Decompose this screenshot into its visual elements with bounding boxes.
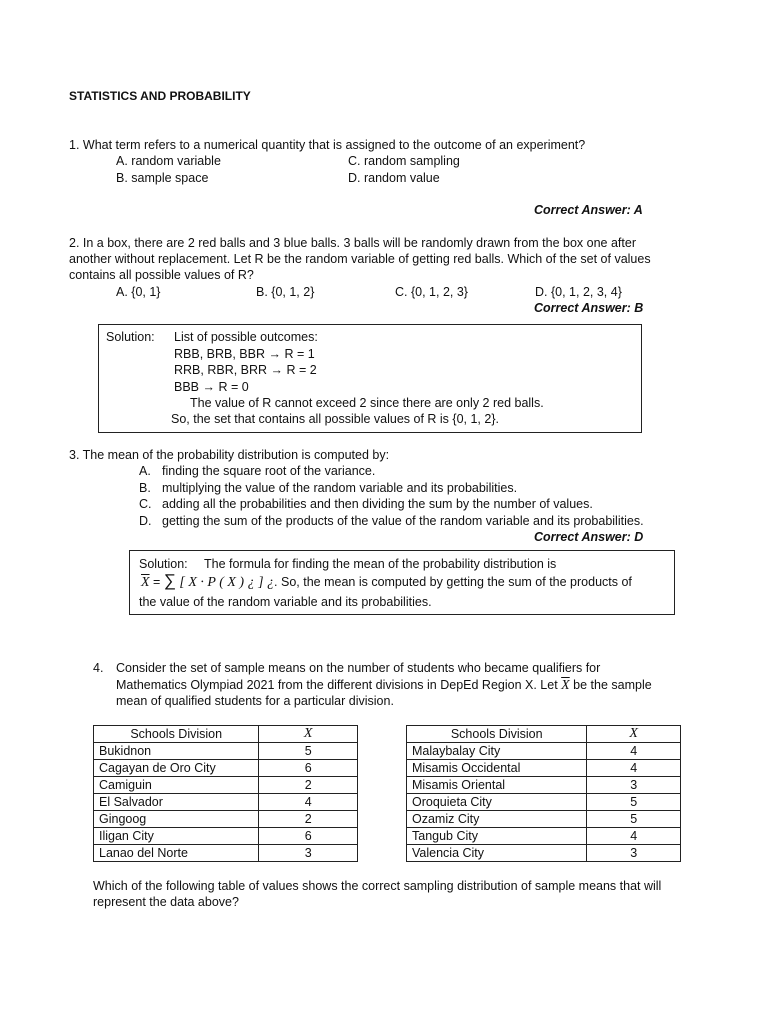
division-cell: El Salvador [94, 794, 259, 811]
q2-solution-line-4: The value of R cannot exceed 2 since there are only 2 red balls. [190, 396, 544, 410]
mean-cell: 6 [259, 760, 358, 777]
division-cell: Ozamiz City [407, 811, 587, 828]
division-cell: Oroquieta City [407, 794, 587, 811]
q3-option-letter: C. [139, 497, 152, 511]
q1-option-b: B. sample space [116, 171, 209, 185]
table-row [94, 845, 358, 862]
division-cell: Cagayan de Oro City [94, 760, 259, 777]
mean-cell: 4 [587, 743, 681, 760]
division-cell: Tangub City [407, 828, 587, 845]
question-4-line-3: mean of qualified students for a particular division. [116, 694, 394, 708]
q2-solution-intro: List of possible outcomes: [174, 330, 318, 344]
table-row [94, 828, 358, 845]
divisions-table-right [406, 725, 681, 862]
page-title: STATISTICS AND PROBABILITY [69, 89, 251, 103]
table-row [407, 828, 681, 845]
q3-solution-line-2: . So, the mean is computed by getting the sum of the products of [274, 575, 632, 589]
question-2-line-2: another without replacement. Let R be the random variable of getting red balls. Which of the set of values [69, 252, 651, 266]
q2-correct-answer: Correct Answer: B [534, 301, 644, 315]
q2-option-a: A. {0, 1} [116, 285, 161, 299]
question-3-text: 3. The mean of the probability distribution is computed by: [69, 448, 390, 462]
mean-symbol: $\overline{X}$ [561, 678, 570, 693]
division-cell: Malaybalay City [407, 743, 587, 760]
table-row [407, 760, 681, 777]
table-header-row [94, 726, 358, 743]
table-header-row [407, 726, 681, 743]
q3-solution-label: Solution: [139, 557, 188, 571]
division-cell: Lanao del Norte [94, 845, 259, 862]
q3-option-letter: A. [139, 464, 151, 478]
division-cell: Iligan City [94, 828, 259, 845]
table-row [94, 760, 358, 777]
q3-option-text: finding the square root of the variance. [162, 464, 376, 478]
q1-option-d: D. random value [348, 171, 440, 185]
mean-cell: 4 [587, 828, 681, 845]
q2-solution-line-3: BBB → R = 0 [174, 380, 249, 394]
column-header-division: Schools Division [94, 726, 259, 743]
mean-cell: 3 [259, 845, 358, 862]
q2-option-d: D. {0, 1, 2, 3, 4} [535, 285, 622, 299]
q3-option-letter: D. [139, 513, 152, 528]
question-2-line-3: contains all possible values of R? [69, 268, 254, 282]
q2-solution-label: Solution: [106, 330, 155, 344]
question-4-number: 4. [93, 661, 104, 675]
table-row [407, 777, 681, 794]
question-2-line-1: 2. In a box, there are 2 red balls and 3 blue balls. 3 balls will be randomly drawn from the box one after [69, 236, 636, 250]
q3-solution-formula-line [141, 573, 632, 592]
formula-equals: = [149, 575, 164, 589]
question-4-line-1: Consider the set of sample means on the number of students who became qualifiers for [116, 661, 601, 675]
division-cell: Bukidnon [94, 743, 259, 760]
q1-option-c: C. random sampling [348, 154, 460, 168]
q2-option-b: B. {0, 1, 2} [256, 285, 315, 299]
division-cell: Misamis Occidental [407, 760, 587, 777]
table-row [94, 811, 358, 828]
q3-option-letter: B. [139, 480, 151, 495]
mean-cell: 6 [259, 828, 358, 845]
table-row [407, 845, 681, 862]
q1-option-a: A. random variable [116, 154, 221, 168]
q1-correct-answer: Correct Answer: A [534, 203, 643, 217]
q2-solution-line-2: RRB, RBR, BRR → R = 2 [174, 363, 317, 377]
q3-solution-box [129, 550, 675, 615]
q3-solution-line-3: the value of the random variable and its probabilities. [139, 595, 432, 609]
column-header-mean: X [587, 726, 681, 743]
question-4-followup-line-1: Which of the following table of values shows the correct sampling distribution of sample means that will [93, 879, 662, 893]
q3-solution-line-1: The formula for finding the mean of the probability distribution is [204, 557, 557, 571]
table-row [407, 743, 681, 760]
q3-correct-answer: Correct Answer: D [534, 530, 644, 544]
table-row [94, 777, 358, 794]
q3-option-text: multiplying the value of the random variable and its probabilities. [162, 480, 518, 495]
mean-symbol: $\overline{X}$ [141, 575, 150, 590]
table-row [407, 811, 681, 828]
divisions-table-left [93, 725, 358, 862]
formula-body: [ X ∙ P ( X ) ¿ ] ¿ [179, 575, 275, 590]
q2-solution-line-5: So, the set that contains all possible values of R is {0, 1, 2}. [171, 412, 499, 426]
q2-option-c: C. {0, 1, 2, 3} [395, 285, 468, 299]
q4-line-2-part-b: be the sample [569, 678, 652, 692]
column-header-mean: X [259, 726, 358, 743]
table-row [94, 743, 358, 760]
mean-cell: 5 [587, 811, 681, 828]
sigma-symbol: ∑ [163, 571, 176, 590]
mean-cell: 5 [587, 794, 681, 811]
mean-cell: 4 [259, 794, 358, 811]
division-cell: Misamis Oriental [407, 777, 587, 794]
table-row [407, 794, 681, 811]
division-cell: Valencia City [407, 845, 587, 862]
mean-cell: 5 [259, 743, 358, 760]
q4-line-2-part-a: Mathematics Olympiad 2021 from the different divisions in DepEd Region X. Let [116, 678, 562, 692]
mean-cell: 2 [259, 811, 358, 828]
question-4-followup-line-2: represent the data above? [93, 895, 239, 909]
q3-option-text: adding all the probabilities and then dividing the sum by the number of values. [162, 497, 593, 511]
mean-cell: 3 [587, 845, 681, 862]
mean-cell: 4 [587, 760, 681, 777]
q2-solution-box [98, 324, 642, 433]
division-cell: Gingoog [94, 811, 259, 828]
table-row [94, 794, 358, 811]
q2-solution-line-1: RBB, BRB, BBR → R = 1 [174, 347, 315, 361]
column-header-division: Schools Division [407, 726, 587, 743]
mean-cell: 2 [259, 777, 358, 794]
question-4-line-2 [116, 677, 652, 695]
division-cell: Camiguin [94, 777, 259, 794]
q3-option-text: getting the sum of the products of the value of the random variable and its probabilities. [162, 513, 644, 528]
question-1-text: 1. What term refers to a numerical quantity that is assigned to the outcome of an experiment? [69, 138, 586, 152]
mean-cell: 3 [587, 777, 681, 794]
